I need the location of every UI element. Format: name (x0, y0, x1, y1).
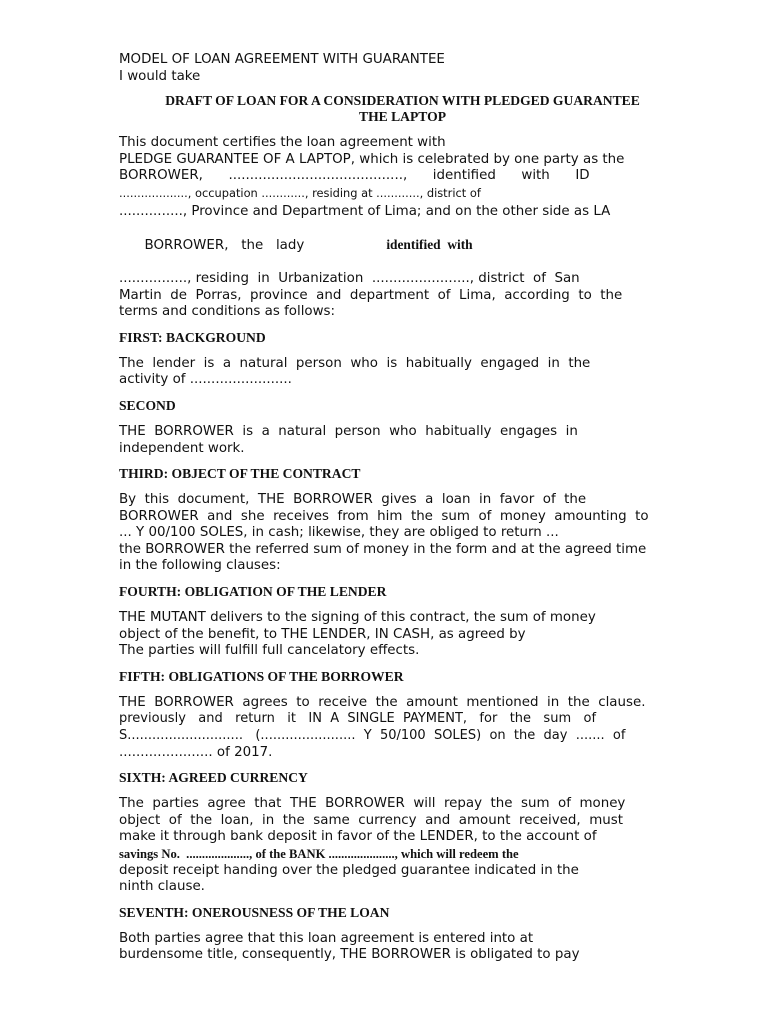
section-line: By this document, THE BORROWER gives a loan in favor of the (119, 492, 587, 508)
section-fifth (119, 669, 686, 761)
intro-line: ................, residing in Urbanization ......................., district of San (119, 270, 580, 286)
section-line: ninth clause. (119, 879, 205, 895)
section-line: previously and return it IN A SINGLE PAYMENT, for the sum of (119, 711, 597, 727)
section-heading: FIRST: BACKGROUND (119, 329, 266, 345)
intro-line (119, 220, 686, 271)
intro-borrower-label: BORROWER, the lady (144, 237, 305, 253)
section-seventh (119, 905, 686, 964)
section-first (119, 330, 686, 389)
intro-line-small: ..................., occupation ............, residing at ............, district of (119, 185, 481, 200)
section-line: the BORROWER the referred sum of money in the form and at the agreed time (119, 541, 647, 557)
intro-line: BORROWER, ........................................., identified with ID (119, 168, 590, 184)
document-title (119, 93, 686, 125)
section-second (119, 398, 686, 457)
section-line: S............................ (....................... Y 50/100 SOLES) on the day ....... of (119, 728, 626, 744)
section-heading: FOURTH: OBLIGATION OF THE LENDER (119, 584, 387, 600)
section-heading: THIRD: OBJECT OF THE CONTRACT (119, 466, 361, 482)
section-line: THE BORROWER is a natural person who habitually engages in (119, 423, 578, 439)
section-line: ...................... of 2017. (119, 744, 273, 760)
intro-line: Martin de Porras, province and department of Lima, according to the (119, 287, 623, 303)
section-line: ... Y 00/100 SOLES, in cash; likewise, they are obliged to return ... (119, 525, 559, 541)
section-line: object of the loan, in the same currency and amount received, must (119, 812, 623, 828)
section-line: THE BORROWER agrees to receive the amount mentioned in the clause. (119, 694, 646, 710)
section-heading: FIFTH: OBLIGATIONS OF THE BORROWER (119, 668, 404, 684)
intro-line: ..............., Province and Department of Lima; and on the other side as LA (119, 203, 611, 219)
intro-paragraph (119, 135, 686, 321)
section-line: BORROWER and she receives from him the sum of money amounting to (119, 508, 649, 524)
section-line: savings No. ...................., of the BANK ....................., which will redeem the (119, 847, 519, 861)
section-line: object of the benefit, to THE LENDER, IN CASH, as agreed by (119, 626, 526, 642)
section-line: in the following clauses: (119, 558, 281, 574)
section-line: The lender is a natural person who is habitually engaged in the (119, 355, 591, 371)
title-line-1: DRAFT OF LOAN FOR A CONSIDERATION WITH PLEDGED GUARANTEE (165, 93, 640, 109)
section-line: make it through bank deposit in favor of the LENDER, to the account of (119, 829, 597, 845)
section-line: deposit receipt handing over the pledged guarantee indicated in the (119, 862, 579, 878)
section-sixth (119, 770, 686, 896)
section-heading: SIXTH: AGREED CURRENCY (119, 770, 308, 786)
intro-line: terms and conditions as follows: (119, 304, 336, 320)
section-line: The parties agree that THE BORROWER will repay the sum of money (119, 796, 626, 812)
header-line-1: MODEL OF LOAN AGREEMENT WITH GUARANTEE (119, 52, 445, 67)
section-third (119, 466, 686, 575)
intro-line: PLEDGE GUARANTEE OF A LAPTOP, which is celebrated by one party as the (119, 151, 625, 167)
section-line: independent work. (119, 440, 245, 456)
title-line-2: THE LAPTOP (359, 109, 446, 125)
section-line: activity of ........................ (119, 372, 292, 388)
section-line: THE MUTANT delivers to the signing of this contract, the sum of money (119, 610, 596, 626)
section-fourth (119, 584, 686, 660)
section-line: The parties will fulfill full cancelatory effects. (119, 643, 420, 659)
intro-identified-label: identified with (386, 236, 473, 252)
document-header (119, 52, 686, 85)
section-line: burdensome title, consequently, THE BORROWER is obligated to pay (119, 947, 580, 963)
section-heading: SEVENTH: ONEROUSNESS OF THE LOAN (119, 904, 390, 920)
header-line-2: I would take (119, 68, 201, 84)
intro-line: This document certifies the loan agreement with (119, 135, 446, 151)
section-line: Both parties agree that this loan agreement is entered into at (119, 930, 534, 946)
section-heading: SECOND (119, 397, 176, 413)
document-page (119, 52, 686, 964)
